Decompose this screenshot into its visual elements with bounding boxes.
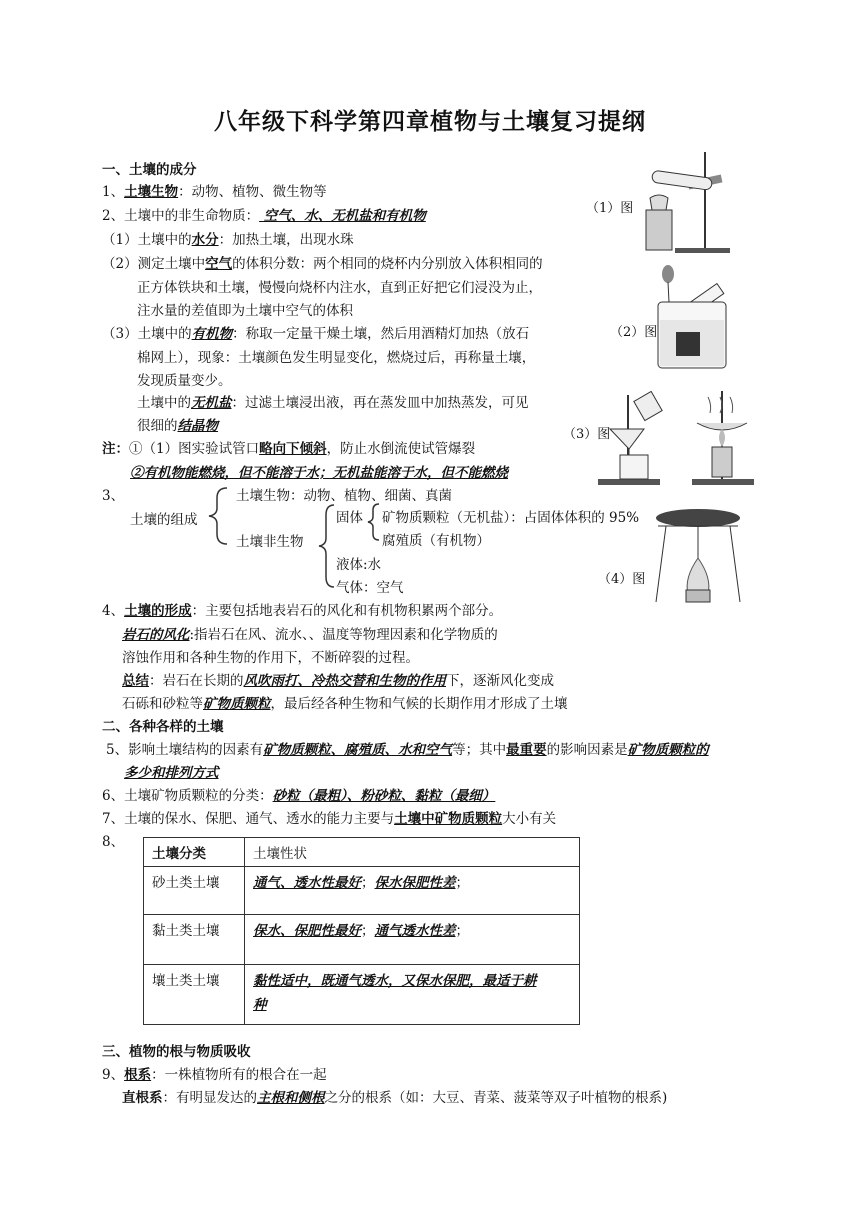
- taproot: 直根系：有明显发达的主根和侧根之分的根系（如：大豆、青菜、菠菜等双子叶植物的根系): [122, 1090, 668, 1106]
- tree-humus: 腐殖质（有机物）: [382, 533, 490, 549]
- weathering-line2: 溶蚀作用和各种生物的作用下，不断碎裂的过程。: [122, 650, 419, 666]
- brace-nonbio: [314, 503, 338, 589]
- section-heading-2: 二、各种各样的土壤: [102, 719, 224, 735]
- item-water: （1）土壤中的水分：加热土壤，出现水珠: [102, 232, 354, 248]
- item-2: 2、土壤中的非生命物质： 空气、水、无机盐和有机物: [102, 208, 426, 224]
- tree-mineral: 矿物质颗粒（无机盐）：占固体体积的 95%: [382, 510, 640, 526]
- figure-4-label: （4）图: [598, 572, 646, 587]
- item-5-line2: 多少和排列方式: [124, 765, 219, 781]
- summary-line2: 石砾和砂粒等矿物质颗粒，最后经各种生物和气候的长期作用才形成了土壤: [122, 696, 568, 712]
- page-title: 八年级下科学第四章植物与土壤复习提纲: [214, 108, 646, 135]
- item-salt-line2: 很细的结晶物: [137, 418, 218, 434]
- item-organic-line2: 棉网上），现象：土壤颜色发生明显变化，燃烧过后，再称量土壤，: [137, 350, 536, 366]
- section-heading-1: 一、土壤的成分: [102, 162, 197, 178]
- tree-nonbio: 土壤非生物: [236, 534, 304, 550]
- weathering: 岩石的风化:指岩石在风、流水、、温度等物理因素和化学物质的: [122, 627, 498, 643]
- table-cell-type: 黏土类土壤: [144, 915, 245, 965]
- note-2: ②有机物能燃烧，但不能溶于水；无机盐能溶于水，但不能燃烧: [130, 465, 508, 481]
- table-header-row: [144, 838, 580, 867]
- item-6: 6、土壤矿物质颗粒的分类：砂粒（最粗）、粉砂粒、黏粒（最细）: [102, 788, 496, 804]
- item-4: 4、土壤的形成：主要包括地表岩石的风化和有机物积累两个部分。: [102, 603, 503, 619]
- table-cell-property: 保水、保肥性最好；通气透水性差；: [245, 915, 580, 965]
- summary: 总结：岩石在长期的风吹雨打、冷热交替和生物的作用下，逐渐风化变成: [122, 673, 554, 689]
- item-8-number: 8、: [102, 834, 125, 850]
- item-7: 7、土壤的保水、保肥、通气、透水的能力主要与土壤中矿物质颗粒大小有关: [102, 811, 557, 827]
- table-cell-type: 砂土类土壤: [144, 867, 245, 915]
- figure-1-heating-illustration: [640, 150, 735, 255]
- table-row: [144, 915, 580, 965]
- table-cell-property: 通气、透水性最好；保水保肥性差；: [245, 867, 580, 915]
- item-3-number: 3、: [102, 488, 125, 504]
- figure-2-beaker-illustration: [650, 262, 740, 374]
- table-cell-type: 壤土类土壤: [144, 965, 245, 1025]
- figure-4-burning-illustration: [648, 498, 748, 606]
- note-1: 注：①（1）图实验试管口略向下倾斜，防止水倒流使试管爆裂: [102, 441, 476, 457]
- table-cell-property: 黏性适中，既通气透水，又保水保肥，最适于耕 种: [245, 965, 580, 1025]
- table-header-type: 土壤分类: [144, 838, 245, 867]
- tree-gas: 气体：空气: [336, 580, 404, 596]
- figure-2-label: （2）图: [610, 325, 658, 340]
- section-heading-3: 三、植物的根与物质吸收: [102, 1044, 251, 1060]
- table-row: [144, 965, 580, 1025]
- item-salt: 土壤中的无机盐：过滤土壤浸出液，再在蒸发皿中加热蒸发，可见: [137, 395, 529, 411]
- item-air-line3: 注水量的差值即为土壤中空气的体积: [137, 303, 353, 319]
- item-organic: （3）土壤中的有机物：称取一定量干燥土壤，然后用酒精灯加热（放石: [102, 326, 530, 342]
- tree-solid: 固体: [336, 510, 363, 526]
- item-organic-line3: 发现质量变少。: [137, 373, 232, 389]
- figure-3-label: （3）图: [563, 427, 611, 442]
- item-5: 5、影响土壤结构的因素有矿物质颗粒、腐殖质、水和空气等；其中最重要的影响因素是矿物质颗粒的: [106, 742, 709, 758]
- item-9: 9、根系：一株植物所有的根合在一起: [102, 1067, 327, 1083]
- tree-liquid: 液体:水: [336, 557, 382, 573]
- table-row: [144, 867, 580, 915]
- item-1: 1、土壤生物：动物、植物、微生物等: [102, 184, 327, 200]
- soil-table: [143, 837, 580, 1025]
- brace-solid: [364, 502, 382, 542]
- tree-root: 土壤的组成: [130, 512, 198, 528]
- brace-left: [205, 486, 235, 546]
- table-header-property: 土壤性状: [245, 838, 580, 867]
- figure-3-filter-evaporate-illustration: [592, 385, 762, 490]
- item-air-line2: 正方体铁块和土壤，慢慢向烧杯内注水，直到正好把它们浸没为止，: [137, 280, 542, 296]
- tree-bio: 土壤生物：动物、植物、细菌、真菌: [236, 488, 452, 504]
- figure-1-label: （1）图: [586, 201, 634, 216]
- item-air: （2）测定土壤中空气的体积分数：两个相同的烧杯内分别放入体积相同的: [102, 256, 543, 272]
